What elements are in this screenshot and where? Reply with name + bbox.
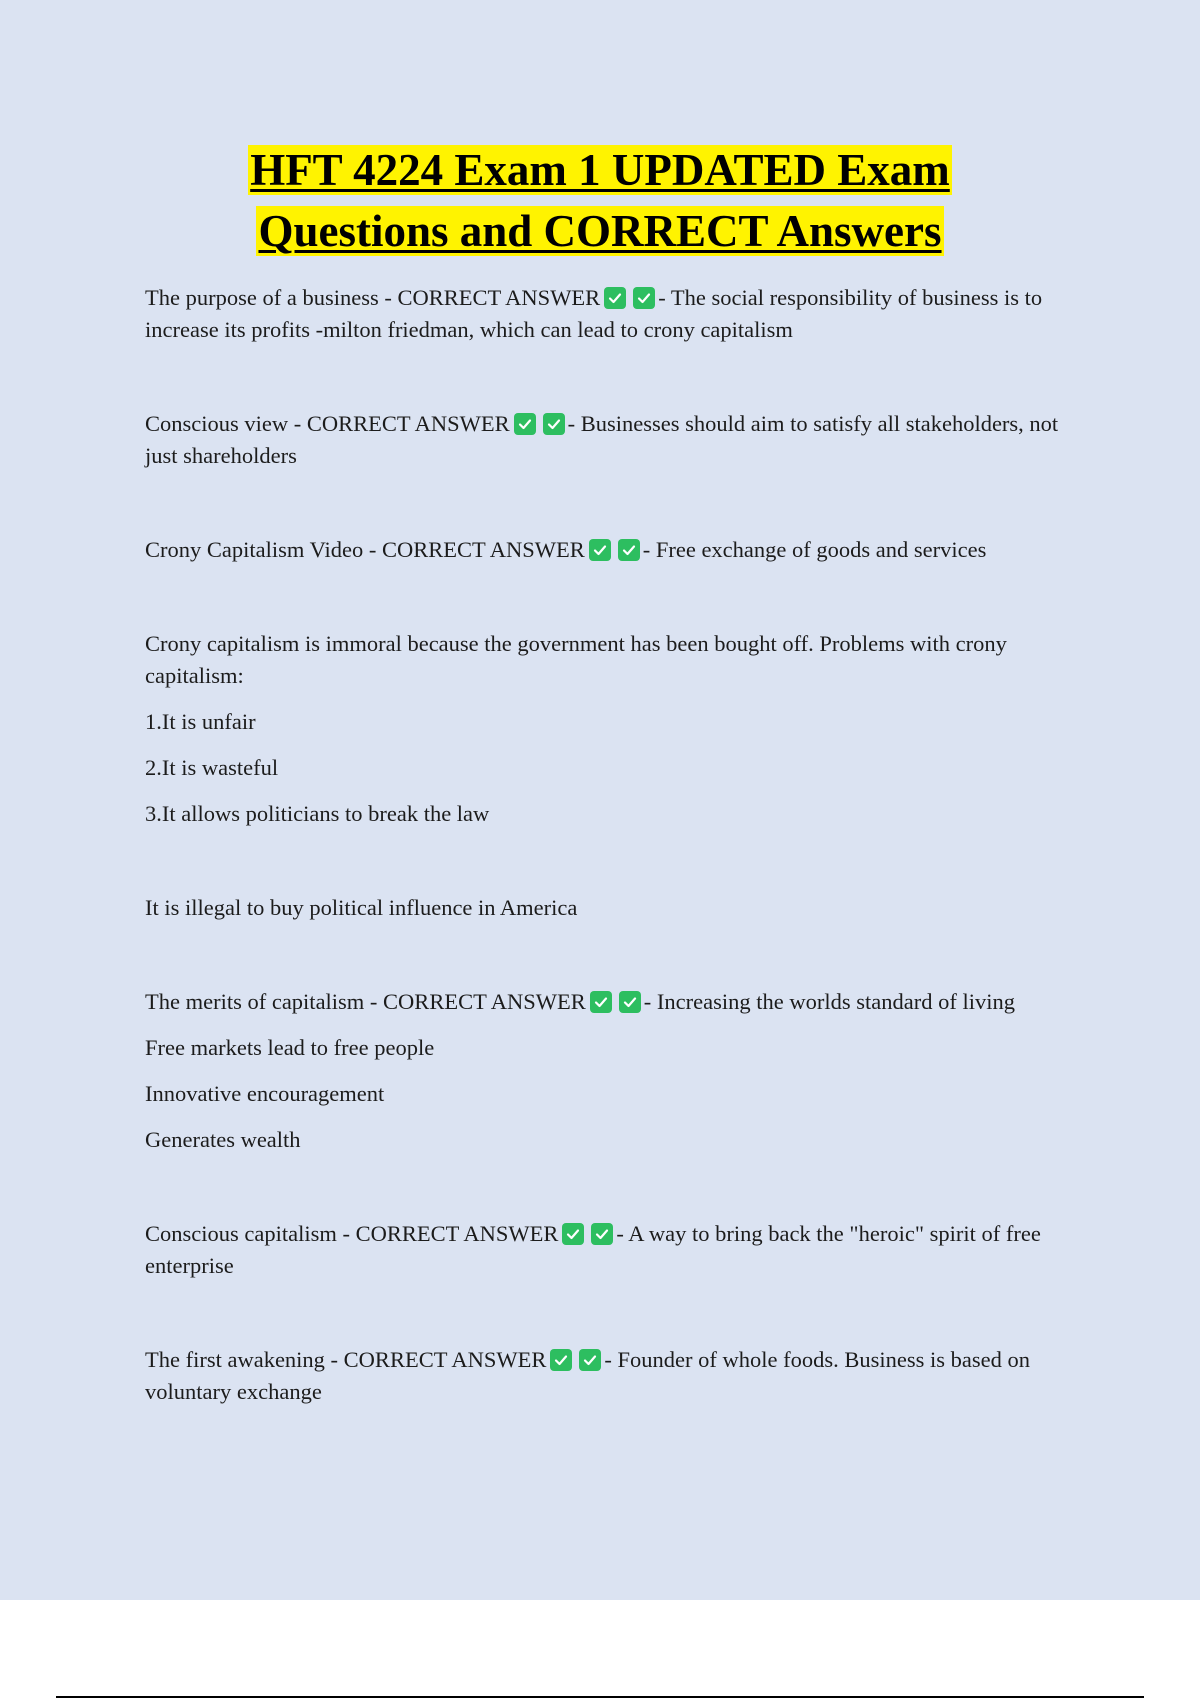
qa-content <box>145 282 1095 1408</box>
qa-term: Conscious view - CORRECT ANSWER <box>145 411 510 436</box>
qa-term: The merits of capitalism - CORRECT ANSWER <box>145 989 586 1014</box>
list-item: Innovative encouragement <box>145 1081 385 1106</box>
page-title <box>0 140 1200 262</box>
check-mark-icon <box>514 413 536 435</box>
qa-answer: - A way to bring back the "heroic" spirit of free enterprise <box>145 1221 1041 1278</box>
title-line-1: HFT 4224 Exam 1 UPDATED Exam <box>250 145 950 195</box>
check-mark-icon <box>591 1223 613 1245</box>
check-mark-icon <box>543 413 565 435</box>
check-mark-icon <box>604 287 626 309</box>
footer-rule <box>56 1696 1144 1698</box>
check-mark-icon <box>590 991 612 1013</box>
crony-intro: Crony capitalism is immoral because the government has been bought off. Problems with crony capitalism: <box>145 631 1007 688</box>
qa-entry <box>145 282 1095 346</box>
check-mark-icon <box>550 1349 572 1371</box>
qa-entry <box>145 1344 1095 1408</box>
qa-entry <box>145 534 1095 566</box>
check-mark-icon <box>562 1223 584 1245</box>
qa-term: Conscious capitalism - CORRECT ANSWER <box>145 1221 559 1246</box>
qa-entry <box>145 408 1095 472</box>
check-mark-icon <box>589 539 611 561</box>
qa-term: The purpose of a business - CORRECT ANSWER <box>145 285 601 310</box>
title-line-2: Questions and CORRECT Answers <box>258 206 942 256</box>
list-item: 3.It allows politicians to break the law <box>145 801 490 826</box>
qa-term: Crony Capitalism Video - CORRECT ANSWER <box>145 537 585 562</box>
qa-entry <box>145 986 1095 1018</box>
qa-answer: - The social responsibility of business is to increase its profits -milton friedman, which can lead to crony capitalism <box>145 285 1043 342</box>
check-mark-icon <box>619 991 641 1013</box>
check-mark-icon <box>618 539 640 561</box>
check-mark-icon <box>633 287 655 309</box>
qa-answer: - Increasing the worlds standard of living <box>643 989 1015 1014</box>
qa-answer: - Founder of whole foods. Business is based on voluntary exchange <box>145 1347 1031 1404</box>
list-item: 2.It is wasteful <box>145 755 279 780</box>
check-mark-icon <box>579 1349 601 1371</box>
qa-entry <box>145 1218 1095 1282</box>
list-item: Free markets lead to free people <box>145 1035 435 1060</box>
qa-answer: - Free exchange of goods and services <box>642 537 987 562</box>
qa-term: The first awakening - CORRECT ANSWER <box>145 1347 547 1372</box>
list-item: 1.It is unfair <box>145 709 256 734</box>
illegal-statement: It is illegal to buy political influence in America <box>145 895 578 920</box>
list-item: Generates wealth <box>145 1127 301 1152</box>
qa-answer: - Businesses should aim to satisfy all stakeholders, not just shareholders <box>145 411 1059 468</box>
